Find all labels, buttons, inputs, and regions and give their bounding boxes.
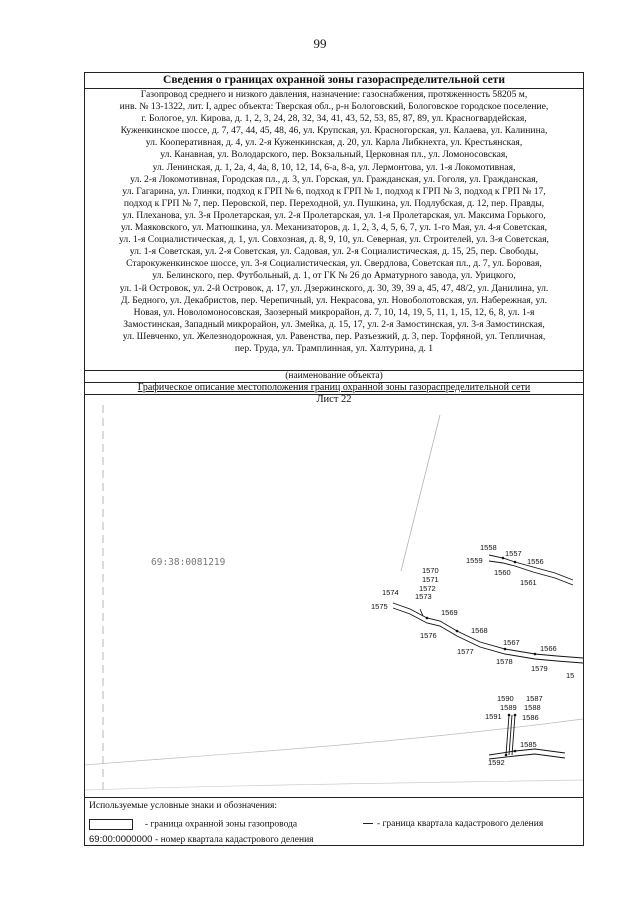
point-label: 1574 [382, 588, 399, 597]
quarter-boundary-line [85, 780, 583, 790]
legend-zone-item [89, 819, 297, 830]
description-line: пер. Труда, ул. Трамплинная, ул. Халтурина, д. 1 [234, 342, 434, 354]
quarter-boundary-symbol [363, 823, 373, 824]
point-label: 1587 [526, 694, 543, 703]
description-line: ул. 1-я Советская, ул. 2-я Советская, ул. Садовая, ул. 2-я Социалистическая, д. 15, 25, пер. Свободы, [129, 246, 539, 258]
description-line: ул. Плеханова, ул. 3-я Пролетарская, ул. 2-я Пролетарская, ул. 1-я Пролетарская, ул. Максима Горького, [122, 209, 546, 221]
section-title: Сведения о границах охранной зоны газораспределительной сети [85, 73, 583, 89]
description-line: ул. Гагарина, ул. Глинки, подход к ГРП № 6, подход к ГРП № 1, подход к ГРП № 3, подход к ГРП № 17, [122, 185, 546, 197]
point-label: 1590 [497, 694, 514, 703]
graphic-description-title: Графическое описание местоположения границ охранной зоны газораспределительной сети [85, 382, 583, 395]
point-label: 1572 [419, 584, 436, 593]
point-label: 1591 [485, 712, 502, 721]
legend [85, 797, 583, 846]
legend-quarter-boundary-item [363, 819, 543, 829]
point-label: 1571 [422, 575, 439, 584]
description-line: инв. № 13-1322, лит. I, адрес объекта: Тверская обл., р-н Бологовский, Бологовское городское поселение, [119, 101, 549, 113]
boundary-map [85, 395, 583, 797]
description-line: Д. Бедного, ул. Декабристов, пер. Черепичный, ул. Некрасова, ул. Новоболотовская, ул. Набережная, ул. [120, 294, 548, 306]
description-line: ул. Ленинская, д. 1, 2а, 4, 4а, 8, 10, 12, 14, 6-а, 8-а, ул. Лермонтова, ул. 1-я Локомотивная, [152, 161, 516, 173]
point-label: 1566 [540, 644, 557, 653]
quarter-number: 69:38:0081219 [151, 557, 226, 568]
point-label: 1567 [503, 638, 520, 647]
description-line: Новая, ул. Новоломоносовская, Заозерный микрорайон, д. 7, 10, 14, 19, 5, 11, 1, 15, 12, 6, 8, ул. 1-я [133, 306, 535, 318]
description-line: ул. Маяковского, ул. Матюшкина, ул. Механизаторов, д. 1, 2, 3, 4, 5, 6, 7, ул. 1-го Мая, ул. 4-я Советская, [120, 222, 548, 234]
description-line: подход к ГРП № 7, пер. Перовской, пер. Переходной, ул. Пушкина, ул. Подлубская, д. 12, пер. Правды, [123, 197, 545, 209]
point-label: 1589 [500, 703, 517, 712]
point-label: 1569 [441, 608, 458, 617]
point-label: 1561 [520, 578, 537, 587]
point-label: 15 [566, 671, 575, 680]
point-label: 1592 [488, 758, 505, 767]
description-line: ул. Канавная, ул. Володарского, пер. Вокзальный, Церковная пл., ул. Ломоносовская, [160, 149, 508, 161]
point-label: 1560 [494, 568, 511, 577]
description-line: Замостинская, Западный микрорайон, ул. Змейка, д. 15, 17, ул. 2-я Замостинская, ул. 3-я Замостинская, [123, 318, 545, 330]
description-line: ул. Шевченко, ул. Железнодорожная, ул. Равенства, пер. Разъезжий, д. 3, пер. Торфяной, ул. Тепличная, [122, 330, 546, 342]
point-label: 1586 [522, 713, 539, 722]
legend-quarter-boundary-text: - граница квартала кадастрового деления [377, 819, 544, 829]
point-label: 1558 [480, 543, 497, 552]
point-label: 1573 [415, 592, 432, 601]
object-caption: (наименование объекта) [85, 370, 583, 383]
point-label: 1588 [524, 703, 541, 712]
point-label: 1556 [527, 557, 544, 566]
description-line: г. Бологое, ул. Кирова, д. 1, 2, 3, 24, 28, 32, 34, 41, 43, 52, 53, 85, 87, 89, ул. Красногвардейская, [141, 113, 527, 125]
description-line: ул. Белинского, пер. Футбольный, д. 1, от ГК № 26 до Арматурного завода, ул. Урицкого, [152, 270, 516, 282]
page-number: 99 [313, 36, 327, 51]
sheet-label: Лист 22 [316, 394, 352, 405]
description-line: Газопровод среднего и низкого давления, назначение: газоснабжения, протяженность 58205 м, [140, 89, 528, 100]
legend-zone-text: - граница охранной зоны газопровода [144, 819, 298, 830]
object-description [87, 89, 581, 355]
point-label: 1575 [371, 602, 388, 611]
description-line: ул. Кооперативная, д. 4, ул. 2-я Куженкинская, д. 20, ул. Карла Либкнехта, ул. Крестьянская, [145, 137, 523, 149]
point-label: 1568 [471, 626, 488, 635]
description-line: ул. 1-й Островок, ул. 2-й Островок, д. 17, ул. Дзержинского, д. 30, 39, 39 а, 45, 47, 48/2, ул. Данилина, ул. [119, 282, 549, 294]
zone-boundary-symbol [89, 819, 133, 830]
quarter-boundary-line [401, 415, 440, 571]
point-label: 1570 [422, 566, 439, 575]
point-label: 1559 [466, 556, 483, 565]
point-label: 1585 [520, 740, 537, 749]
legend-quarter-number-text: - номер квартала кадастрового деления [155, 835, 314, 845]
description-line: Старокуженкинское шоссе, ул. 3-я Социалистическая, ул. Свердлова, Советская пл., д. 7, ул. Боровая, [126, 258, 542, 270]
legend-quarter-number-sample: 69:00:0000000 [89, 834, 153, 845]
description-line: Куженкинское шоссе, д. 7, 47, 44, 45, 48, 46, ул. Крупская, ул. Красногорская, ул. Калаева, ул. Калинина, [120, 125, 548, 137]
point-label: 1576 [420, 631, 437, 640]
point-label: 1579 [531, 664, 548, 673]
legend-title: Используемые условные знаки и обозначения: [89, 801, 278, 811]
point-label: 1557 [505, 549, 522, 558]
description-line: ул. 2-я Локомотивная, Городская пл., д. 3, ул. Горская, ул. Гражданская, ул. Гоголя, ул. Гражданская, [130, 173, 538, 185]
description-line: ул. 1-я Социалистическая, д. 1, ул. Совхозная, д. 8, 9, 10, ул. Северная, ул. Строителей, ул. 3-я Советская, [119, 234, 549, 246]
document-frame [84, 72, 584, 846]
legend-quarter-number-item [89, 834, 314, 845]
point-label: 1578 [496, 657, 513, 666]
point-label: 1577 [457, 647, 474, 656]
